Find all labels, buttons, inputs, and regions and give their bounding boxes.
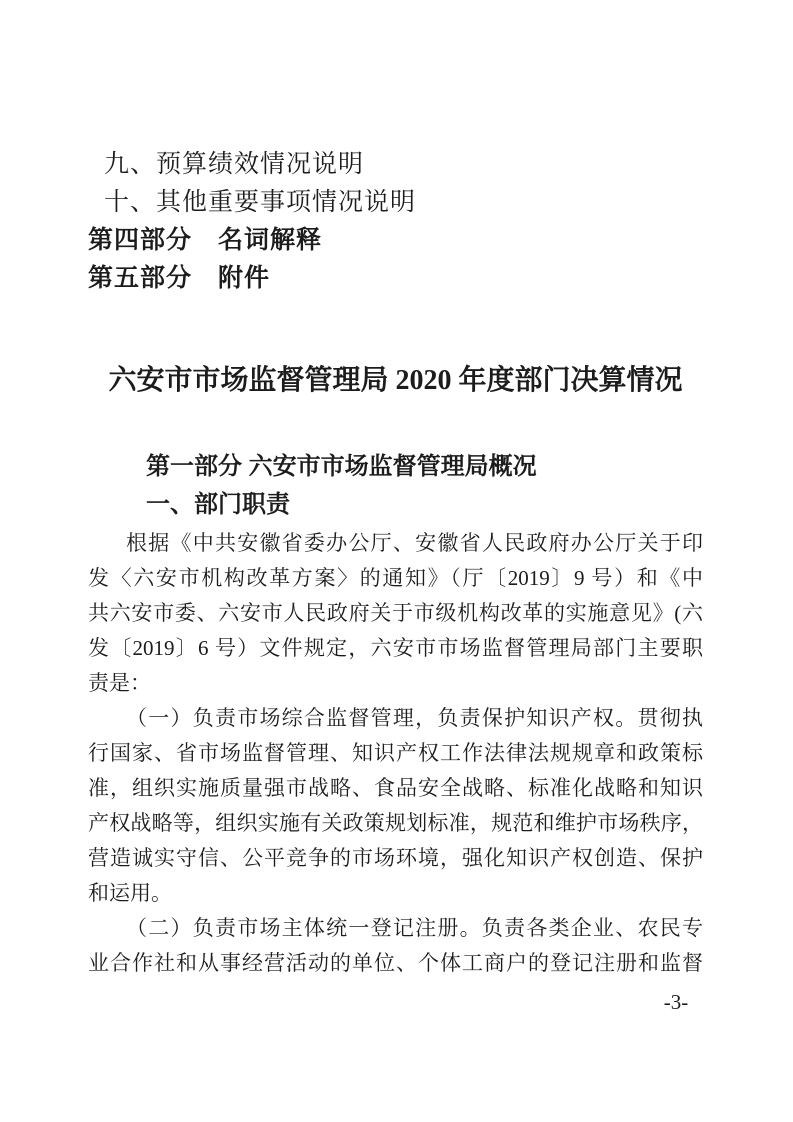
body-line: 准，组织实施质量强市战略、食品安全战略、标准化战略和知识 xyxy=(88,776,703,800)
toc-item-part5: 第五部分 附件 xyxy=(88,265,271,292)
section-heading: 第一部分 六安市市场监督管理局概况 xyxy=(146,453,537,480)
document-content xyxy=(88,0,703,1122)
body-line: （一）负责市场综合监督管理，负责保护知识产权。贯彻执 xyxy=(126,706,703,730)
body-line: 发〈六安市机构改革方案〉的通知》（厅〔2019〕9 号）和《中 xyxy=(88,566,703,590)
body-line: 行国家、省市场监督管理、知识产权工作法律法规规章和政策标 xyxy=(88,741,703,765)
toc-list xyxy=(88,146,703,298)
body-line: 责是： xyxy=(88,671,151,695)
body-line: 根据《中共安徽省委办公厅、安徽省人民政府办公厅关于印 xyxy=(126,531,703,555)
body-line: 和运用。 xyxy=(88,881,172,905)
body-line: 业合作社和从事经营活动的单位、个体工商户的登记注册和监督 xyxy=(88,951,703,975)
body-line: 发〔2019〕6 号）文件规定，六安市市场监督管理局部门主要职 xyxy=(88,636,703,660)
toc-item-part4: 第四部分 名词解释 xyxy=(88,227,323,254)
page-number: -3- xyxy=(663,990,689,1014)
toc-item-10: 十、其他重要事项情况说明 xyxy=(104,189,417,216)
toc-item-9: 九、预算绩效情况说明 xyxy=(104,151,365,178)
subsection-heading: 一、部门职责 xyxy=(146,491,290,518)
document-body xyxy=(88,526,703,981)
document-title: 六安市市场监督管理局 2020 年度部门决算情况 xyxy=(108,365,683,396)
body-line: 共六安市委、六安市人民政府关于市级机构改革的实施意见》(六 xyxy=(88,601,703,625)
body-line: 营造诚实守信、公平竞争的市场环境，强化知识产权创造、保护 xyxy=(88,846,703,870)
body-line: 产权战略等，组织实施有关政策规划标准，规范和维护市场秩序， xyxy=(88,811,703,835)
body-line: （二）负责市场主体统一登记注册。负责各类企业、农民专 xyxy=(126,916,703,940)
